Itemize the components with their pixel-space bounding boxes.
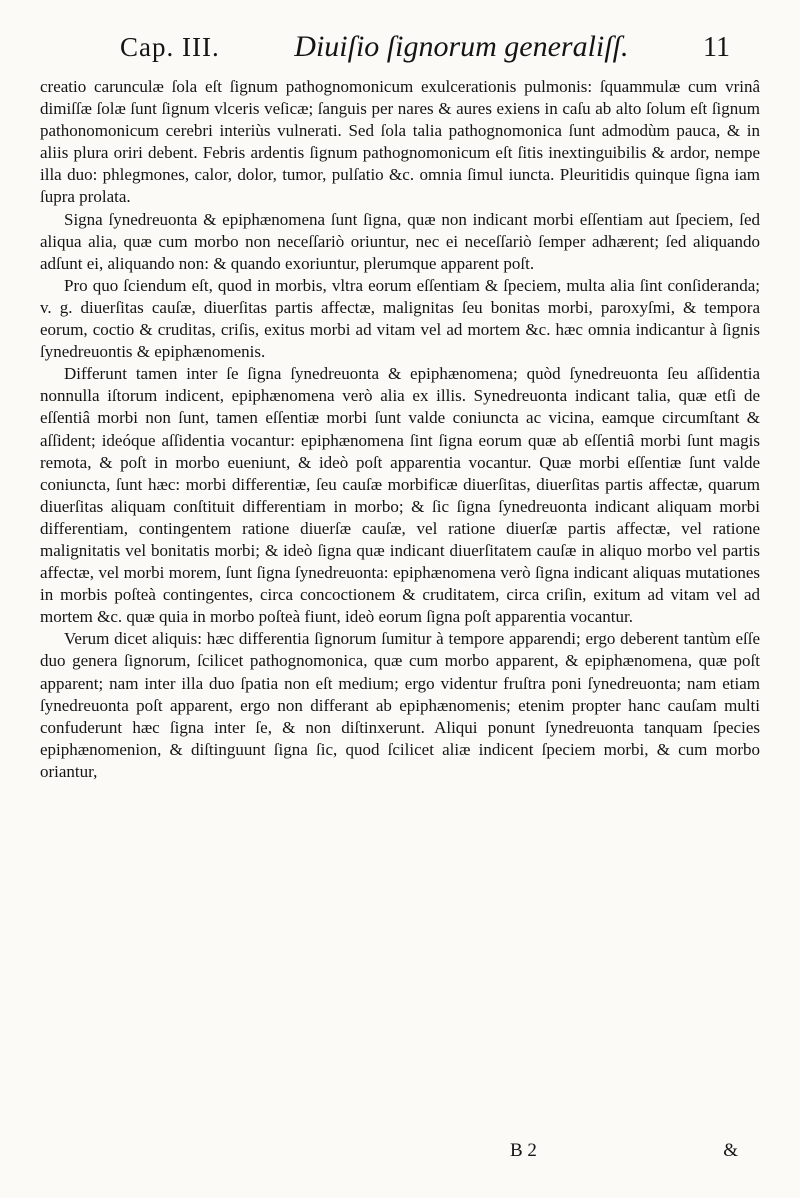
body-text bbox=[40, 76, 760, 783]
paragraph: creatio carunculæ ſola eſt ſignum pathognomonicum exulcerationis pulmonis: ſquammulæ cum vrinâ dimiſſæ ſolæ ſunt ſignum vlceris veſicæ; ſanguis per nares & aures exiens in caſu ab alto ſolum eſt ſignum pathonomonicum cerebri interiùs vulnerati. Sed ſola talia pathognomonica ſunt admodùm pauca, & in aliis plura oriri debent. Febris ardentis ſignum pathognomonicum eſt ſitis inextinguibilis & ardor, nempe illa duo: phlegmones, calor, dolor, tumor, pulſatio &c. omnia ſimul iuncta. Pleuritidis quinque ſigna iam ſupra prolata. bbox=[40, 77, 760, 207]
running-title: Diuiſio ſignorum generaliſſ. bbox=[294, 30, 629, 63]
paragraph: Pro quo ſciendum eſt, quod in morbis, vltra eorum eſſentiam & ſpeciem, multa alia ſint conſideranda; v. g. diuerſitas cauſæ, diuerſitas partis affectæ, malignitas ſeu bonitas morbi, paroxyſmi, & tempora eorum, coctio & cruditas, criſis, exitus morbi ad vitam vel ad mortem &c. hæc omnia indicantur à ſignis ſynedreuontis & epiphænomenis. bbox=[40, 275, 760, 362]
paragraph: Verum dicet aliquis: hæc differentia ſignorum ſumitur à tempore apparendi; ergo deberent tantùm eſſe duo genera ſignorum, ſcilicet pathognomonica, quæ cum morbo apparent, & epiphænomena, quæ poſt apparent; nam inter illa duo ſpatia non eſt medium; ergo videntur fruſtra poni ſynedreuonta; nam etiam ſynedreuonta poſt apparent, ergo non differant ab epiphænomenis; etenim propter hanc cauſam multi confuderunt hæc ſigna inter ſe, & non diſtinxerunt. Aliqui ponunt ſynedreuonta tanquam ſpecies epiphænomenion, & diſtinguunt ſigna ſic, quod ſcilicet aliæ indicent ſpeciem morbi, & cum morbo oriantur, bbox=[40, 629, 760, 781]
paragraph: Signa ſynedreuonta & epiphænomena ſunt ſigna, quæ non indicant morbi eſſentiam aut ſpeciem, ſed aliqua alia, quæ cum morbo non neceſſariò oriuntur, nec ei neceſſariò ſemper adhærent; ſed aliquando adſunt ei, aliquando non: & quando exoriuntur, plerumque apparent poſt. bbox=[40, 209, 760, 273]
running-head bbox=[120, 30, 730, 74]
paragraph: Differunt tamen inter ſe ſigna ſynedreuonta & epiphænomena; quòd ſynedreuonta ſeu aſſidentia nonnulla iſtorum indicent, epiphænomena verò alia ex illis. Synedreuonta indicant talia, quæ etſi de eſſentiâ morbi non ſunt, tamen eſſentiæ morbi ſunt valde coniuncta ac vicina, eamque circumſtant & aſſident; ideóque aſſidentia vocantur: epiphænomena ſint ſigna eorum quæ ab eſſentiâ morbi ſunt magis remota, & poſt in morbo eueniunt, & ideò poſt apparentia vocantur. Quæ morbi eſſentiæ ſunt valde coniuncta, ſunt hæc: morbi differentiæ, ſeu cauſæ morbificæ diuerſitas, diuerſitas partis affectæ, quarum diuerſitas aliquam conſtituit differentiam in morbo; & ſic ſigna ſynedreuonta indicant aliquam morbi differentiam, contingentem ratione diuerſæ cauſæ, vel ratione diuerſæ partis affectæ, vel ratione malignitatis vel bonitatis morbi; & ideò ſigna quæ indicant diuerſitatem cauſæ in aliquo morbo vel partis affectæ, vel morbi morem, ſunt ſigna ſynedreuonta: epiphænomena verò ſigna indicant aliquas mutationes in morbis poſteà contingentes, circa concoctionem & cruditatem, circa criſin, exitum ad vitam vel ad mortem &c. quæ quia in morbo poſteà fiunt, ideò eorum ſigna poſt apparentia vocantur. bbox=[40, 364, 760, 627]
page-number: 11 bbox=[703, 32, 730, 63]
signature-mark: B 2 bbox=[510, 1140, 537, 1161]
chapter-label: Cap. III. bbox=[120, 32, 220, 62]
catchword: & bbox=[723, 1140, 738, 1161]
